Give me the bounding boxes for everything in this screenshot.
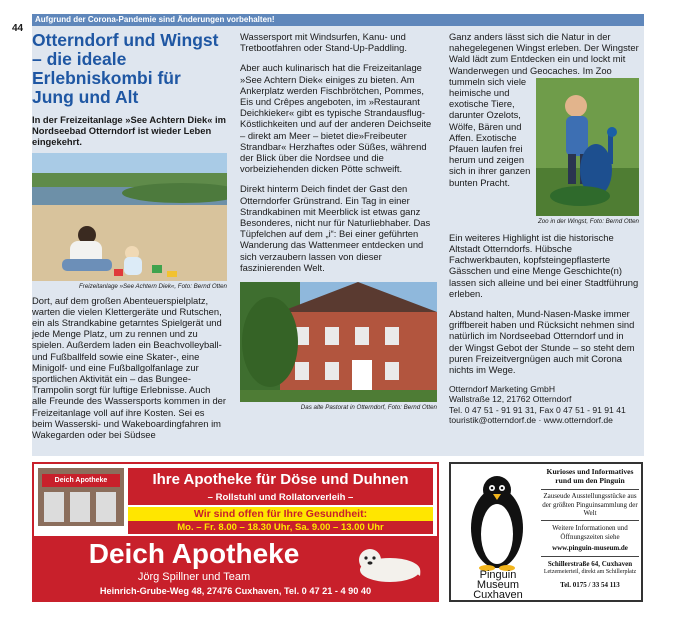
apotheke-sign: Deich Apotheke: [42, 474, 120, 487]
pinguin-line1: Kurioses und Informatives: [546, 467, 634, 476]
article-col2-p1: Wassersport mit Windsurfen, Kanu- und Tretbootfahren oder Stand-Up-Paddling.: [240, 31, 407, 54]
article-intro: In der Freizeitanlage »See Achtern Diek« im Nordseebad Otterndorf ist wieder Leben eingekehrt.: [32, 114, 226, 148]
pinguin-logo-line3: Cuxhaven: [473, 589, 523, 601]
contact-address: Wallstraße 12, 21762 Otterndorf: [449, 394, 572, 405]
pinguin-address1: Schillerstraße 64, Cuxhaven: [547, 559, 633, 568]
article-col3-p1-side: tummeln sich viele heimische und exotische Tiere, darunter Ozelots, Wölfe, Bären und Affen. Exotische Pfauen laufen frei herum und zeigen sich in ihrer ganzen bunten Pracht.: [449, 75, 531, 188]
pinguin-block1: Zauseude Ausstellungsstücke aus der größten Pinguinsammlung der Welt: [541, 489, 639, 521]
article-column-1: [32, 26, 227, 449]
apotheke-hours: Mo. – Fr. 8.00 – 18.30 Uhr, Sa. 9.00 – 13.00 Uhr: [128, 521, 433, 534]
pinguin-logo-text: [457, 570, 539, 600]
article-col2-p3: Direkt hinterm Deich findet der Gast den Otterndorfer Grünstrand. Ein Tag in einer Strandkabinen mit Meerblick ist etwas ganz Besonderes, nicht nur für Naturliebhaber. Das Tüpfelchen auf dem „i“: Bei einer geführten Wanderung das Wattenmeer entdecken und sich verzaubern lassen von dieser faszinierenden Welt.: [240, 183, 431, 273]
pinguin-phone: Tel. 0175 / 33 54 113: [560, 580, 620, 589]
contact-org: Otterndorf Marketing GmbH: [449, 384, 556, 395]
article-col1-text: Dort, auf dem großen Abenteuerspielplatz, warten die vielen Klettergeräte und Rutschen, ein als Strandkabine getarntes Spielgerät und jede Menge Platz, um zu rennen und zu spielen. Außerdem laden ein Beachvolleyball- und Fußballfeld sowie eine Skater-, eine Minigolf- und eine Fußballgolfanlage zur sportlichen Aktivität ein – das Bungee-Trampolin sorgt für luftige Erlebnisse. Auch alle Freunde des Wassersports kommen in der Freizeitanlage voll auf ihre Kosten. Sei es beim Wasserski- und Wakeboardingfahren im Wakegarden oder bei Südsee: [32, 294, 227, 441]
pinguin-url[interactable]: www.pinguin-museum.de: [541, 544, 639, 557]
pinguin-block2: Weitere Informationen und Öffnungszeiten siehe: [552, 523, 628, 541]
article-col3-p1-top: Ganz anders lässt sich die Natur in der nahegelegenen Wingst erleben. Der Wingster Wald lädt zum Entdecken ein und lockt mit Wanderwegen und Geocaches. Im Zoo: [449, 31, 639, 76]
contact-web[interactable]: touristik@otterndorf.de · www.otterndorf.de: [449, 414, 613, 425]
seal-icon: [352, 540, 424, 584]
apotheke-ad: [32, 462, 439, 602]
pinguin-info-text: [541, 468, 639, 590]
apotheke-subline: – Rollstuhl und Rollatorverleih –: [128, 492, 433, 505]
contact-block: [449, 384, 639, 425]
article-col3-p3: Abstand halten, Mund-Nasen-Maske immer griffbereit haben und Rücksicht nehmen sind natürlich im Nordseebad Otterndorf und in der Wingst Gebot der Stunde – so steht dem puren Freizeitvergnügen auch mit Corona nichts im Wege.: [449, 308, 635, 376]
apotheke-owner: Jörg Spillner und Team: [137, 571, 251, 583]
lake-playground-illustration: [32, 153, 227, 281]
article-column-2: [240, 26, 437, 412]
zoo-peacock-illustration: [536, 78, 639, 216]
contact-phone: Tel. 0 47 51 - 91 91 31, Fax 0 47 51 - 91 91 41: [449, 404, 626, 415]
pinguin-line2: rund um den Pinguin: [555, 475, 625, 485]
lake-playground-photo: [32, 153, 227, 281]
pinguin-museum-ad: [449, 462, 643, 602]
photo1-caption: Freizeitanlage »See Achtern Diek«, Foto: Bernd Otten: [78, 282, 227, 290]
zoo-photo: [536, 78, 639, 216]
apotheke-name: Deich Apotheke: [88, 538, 300, 569]
apotheke-main-panel: [34, 536, 437, 600]
apotheke-address: Heinrich-Grube-Weg 48, 27476 Cuxhaven, Tel. 0 47 21 - 4 90 40: [99, 586, 372, 596]
photo3-caption: Zoo in der Wingst, Foto: Bernd Otten: [537, 217, 639, 225]
pastorat-photo: [240, 282, 437, 402]
pinguin-logo-line1: Pinguin: [479, 569, 517, 581]
page-number: 44: [12, 23, 24, 34]
photo2-caption: Das alte Pastorat in Otterndorf, Foto: Bernd Otten: [300, 404, 437, 412]
article-column-3: [449, 26, 639, 425]
article-box: [32, 26, 644, 456]
pinguin-logo-line2: Museum: [476, 579, 520, 591]
pastorat-illustration: [240, 282, 437, 402]
corona-banner: Aufgrund der Corona-Pandemie sind Änderungen vorbehalten!: [32, 14, 644, 26]
article-col2-p2: Aber auch kulinarisch hat die Freizeitanlage »See Achtern Diek« einiges zu bieten. Am Ankerplatz werden Fischbrötchen, Pommes, Eis und Crêpes angeboten, im »Restaurant Deichkieker« gibt es typische Strandausflug-Köstlichkeiten und auf der anderen Deichseite – direkt am Meer – bietet die»Freibeuter Strandbar« Herzhaftes oder Süßes, während der Blick über die Nordsee und die vorbeiziehenden dicken Pötte schweift.: [240, 62, 432, 175]
pinguin-address2: Letzemeierteil, direkt am Schillerplatz: [543, 569, 637, 576]
apotheke-building-photo: [38, 468, 124, 526]
article-col3-p2: Ein weiteres Highlight ist die historische Altstadt Otterndorfs. Hübsche Fachwerkbauten, kopfsteingepflasterte Gässchen und eine Menge Geschichte(n) lassen sich alleine und bei einer Stadtführung erleben.: [449, 231, 639, 299]
apotheke-hours-title: Wir sind offen für Ihre Gesundheit:: [128, 507, 433, 521]
apotheke-headline: Ihre Apotheke für Döse und Duhnen: [128, 468, 433, 492]
article-title: Otterndorf und Wingst – die ideale Erlebniskombi für Jung und Alt: [32, 30, 219, 107]
